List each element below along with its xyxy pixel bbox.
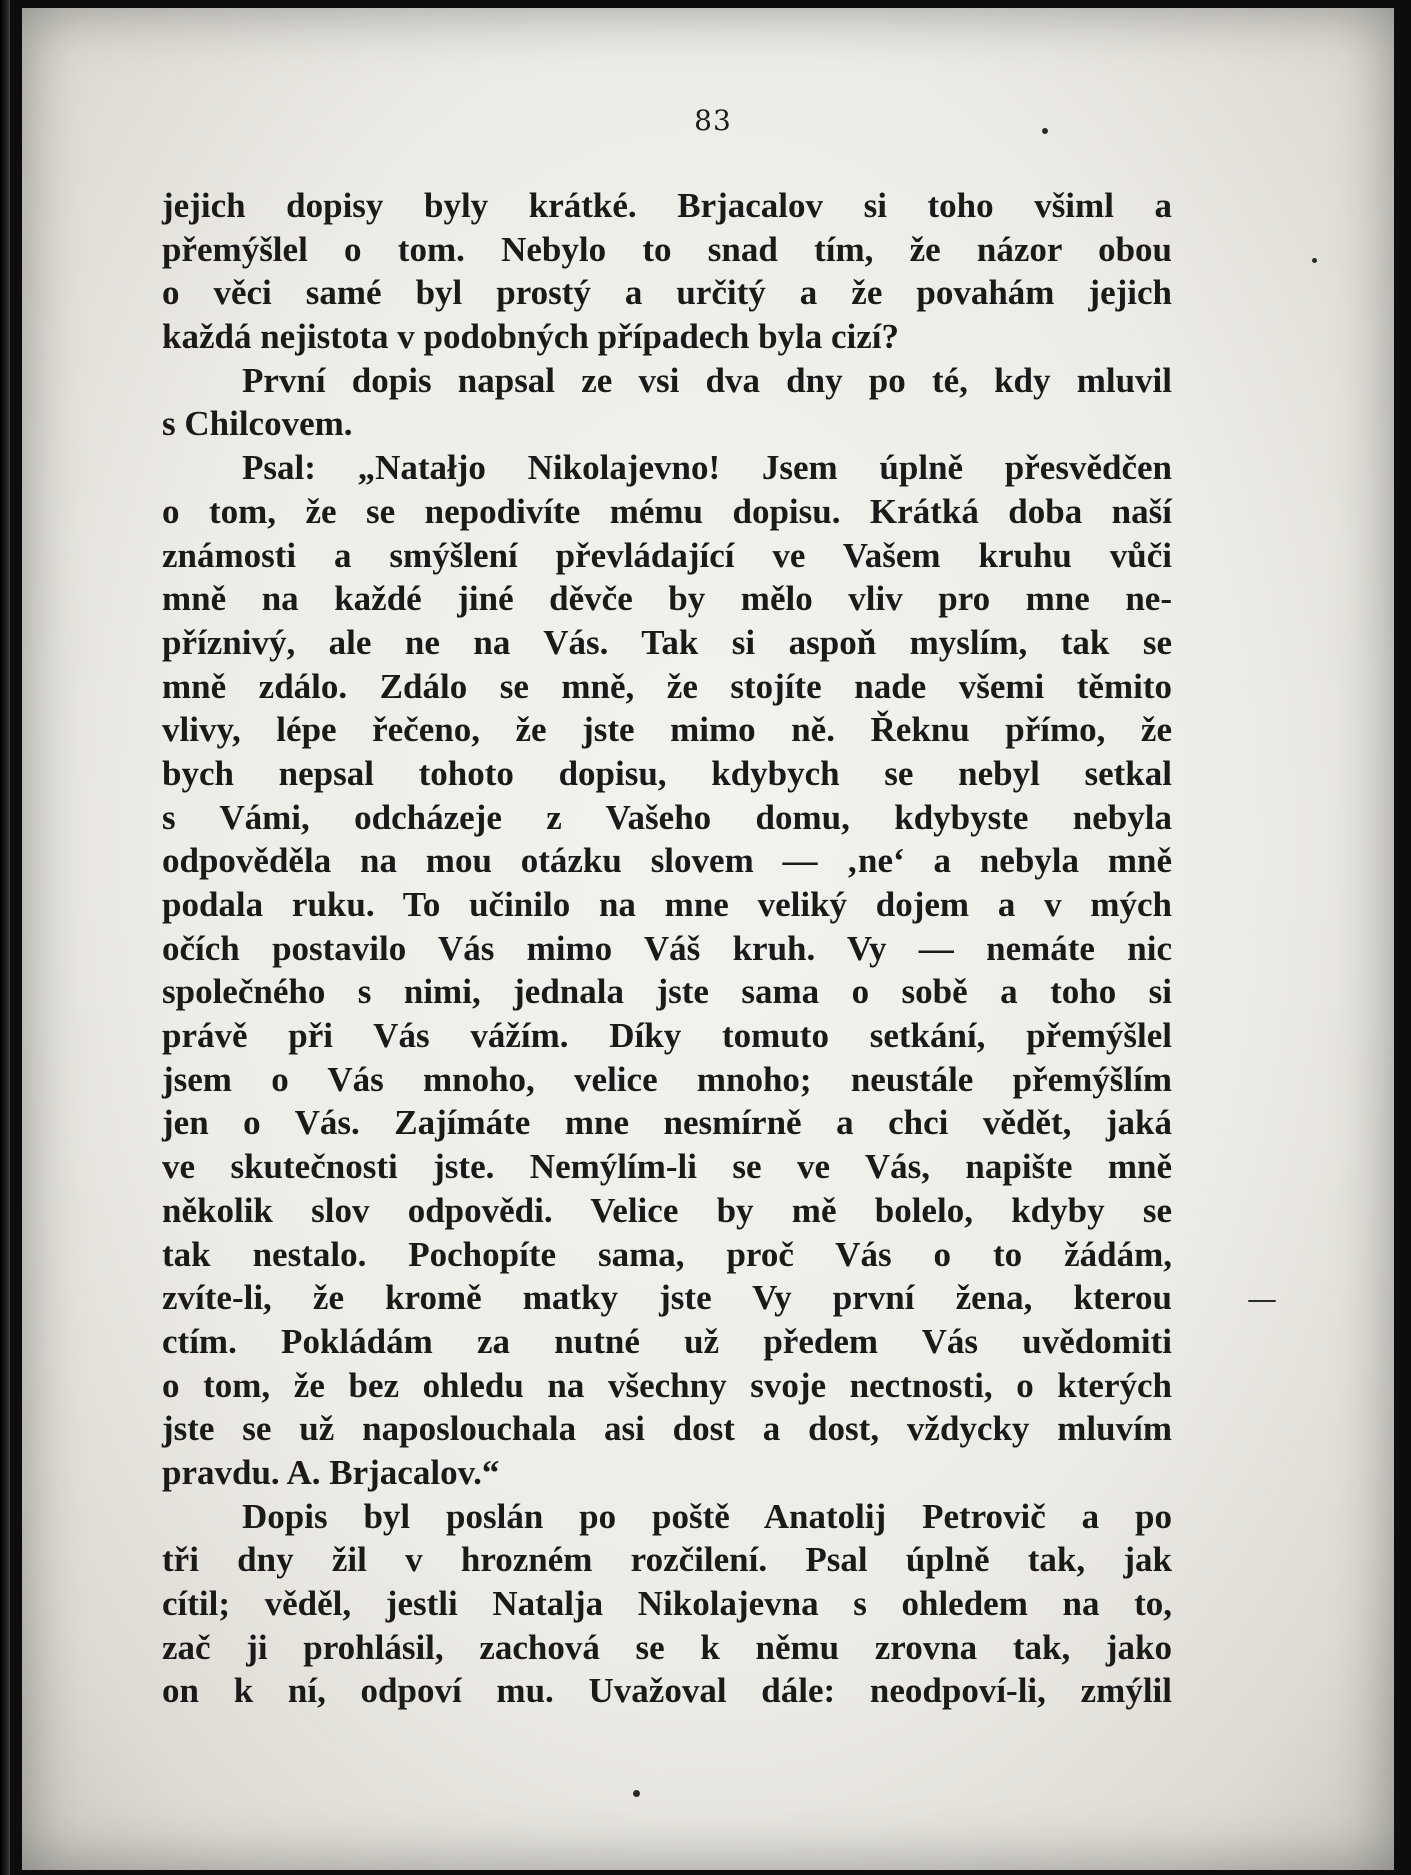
text-line: očích postavilo Vás mimo Váš kruh. Vy — nemáte nic — [162, 928, 1172, 968]
book-page — [22, 8, 1394, 1870]
text-line: několik slov odpovědi. Velice by mě bolelo, kdyby se — [162, 1190, 1172, 1230]
text-line: přemýšlel o tom. Nebylo to snad tím, že názor obou — [162, 229, 1172, 269]
text-line: První dopis napsal ze vsi dva dny po té, kdy mluvil — [242, 360, 1172, 400]
text-line: o věci samé byl prostý a určitý a že povahám jejich — [162, 273, 1172, 313]
text-line: příznivý, ale ne na Vás. Tak si aspoň myslím, tak se — [162, 622, 1172, 662]
text-line: podala ruku. To učinilo na mne veliký dojem a v mých — [162, 885, 1172, 924]
text-line: Psal: „Natałjo Nikolajevno! Jsem úplně přesvědčen — [242, 448, 1172, 488]
text-line: zač ji prohlásil, zachová se k němu zrovna tak, jako — [162, 1627, 1172, 1667]
text-line: každá nejistota v podobných případech byla cizí? — [162, 317, 900, 357]
text-line: zvíte-li, že kromě matky jste Vy první žena, kterou — [162, 1278, 1172, 1318]
dust-speck — [1312, 258, 1317, 263]
page-number: 83 — [694, 104, 732, 137]
text-line: s Chilcovem. — [162, 404, 353, 444]
text-line: o tom, že bez ohledu na všechny svoje nectnosti, o kterých — [162, 1365, 1172, 1405]
text-line: odpověděla na mou otázku slovem — ‚ne‘ a nebyla mně — [162, 841, 1172, 881]
text-line: ctím. Pokládám za nutné už předem Vás uvědomiti — [162, 1321, 1172, 1361]
text-line: jen o Vás. Zajímáte mne nesmírně a chci vědět, jaká — [162, 1103, 1172, 1143]
text-line: bych nepsal tohoto dopisu, kdybych se nebyl setkal — [162, 753, 1172, 793]
text-line: ve skutečnosti jste. Nemýlím-li se ve Vás, napište mně — [162, 1147, 1172, 1187]
text-line: jsem o Vás mnoho, velice mnoho; neustále přemýšlím — [162, 1059, 1172, 1099]
text-line: Dopis byl poslán po poště Anatolij Petrovič a po — [242, 1496, 1172, 1536]
text-line: mně zdálo. Zdálo se mně, že stojíte nade všemi těmito — [162, 666, 1172, 706]
text-line: s Vámi, odcházeje z Vašeho domu, kdybyste nebyla — [162, 797, 1172, 837]
dust-speck — [1248, 1300, 1276, 1302]
text-line: on k ní, odpoví mu. Uvažoval dále: neodpoví-li, zmýlil — [162, 1671, 1172, 1711]
text-line: mně na každé jiné děvče by mělo vliv pro mne ne- — [162, 579, 1172, 619]
text-line: o tom, že se nepodivíte mému dopisu. Krátká doba naší — [162, 491, 1172, 531]
text-line: tak nestalo. Pochopíte sama, proč Vás o to žádám, — [162, 1234, 1172, 1274]
text-line: tři dny žil v hrozném rozčilení. Psal úplně tak, jak — [162, 1540, 1172, 1580]
text-line: pravdu. A. Brjacalov.“ — [162, 1452, 500, 1492]
book-spine-edge — [0, 0, 10, 1875]
text-line: cítil; věděl, jestli Natalja Nikolajevna s ohledem na to, — [162, 1584, 1172, 1623]
body-text — [162, 184, 1172, 1713]
text-line: společného s nimi, jednala jste sama o sobě a toho si — [162, 972, 1172, 1012]
text-line: jste se už naposlouchala asi dost a dost, vždycky mluvím — [162, 1409, 1172, 1449]
text-line: vlivy, lépe řečeno, že jste mimo ně. Řeknu přímo, že — [162, 710, 1172, 750]
text-line: známosti a smýšlení převládající ve Vašem kruhu vůči — [162, 535, 1172, 575]
text-line: jejich dopisy byly krátké. Brjacalov si toho všiml a — [162, 186, 1172, 225]
dust-speck — [633, 1790, 640, 1797]
dust-speck — [1042, 128, 1048, 134]
text-line: právě při Vás vážím. Díky tomuto setkání, přemýšlel — [162, 1016, 1172, 1056]
